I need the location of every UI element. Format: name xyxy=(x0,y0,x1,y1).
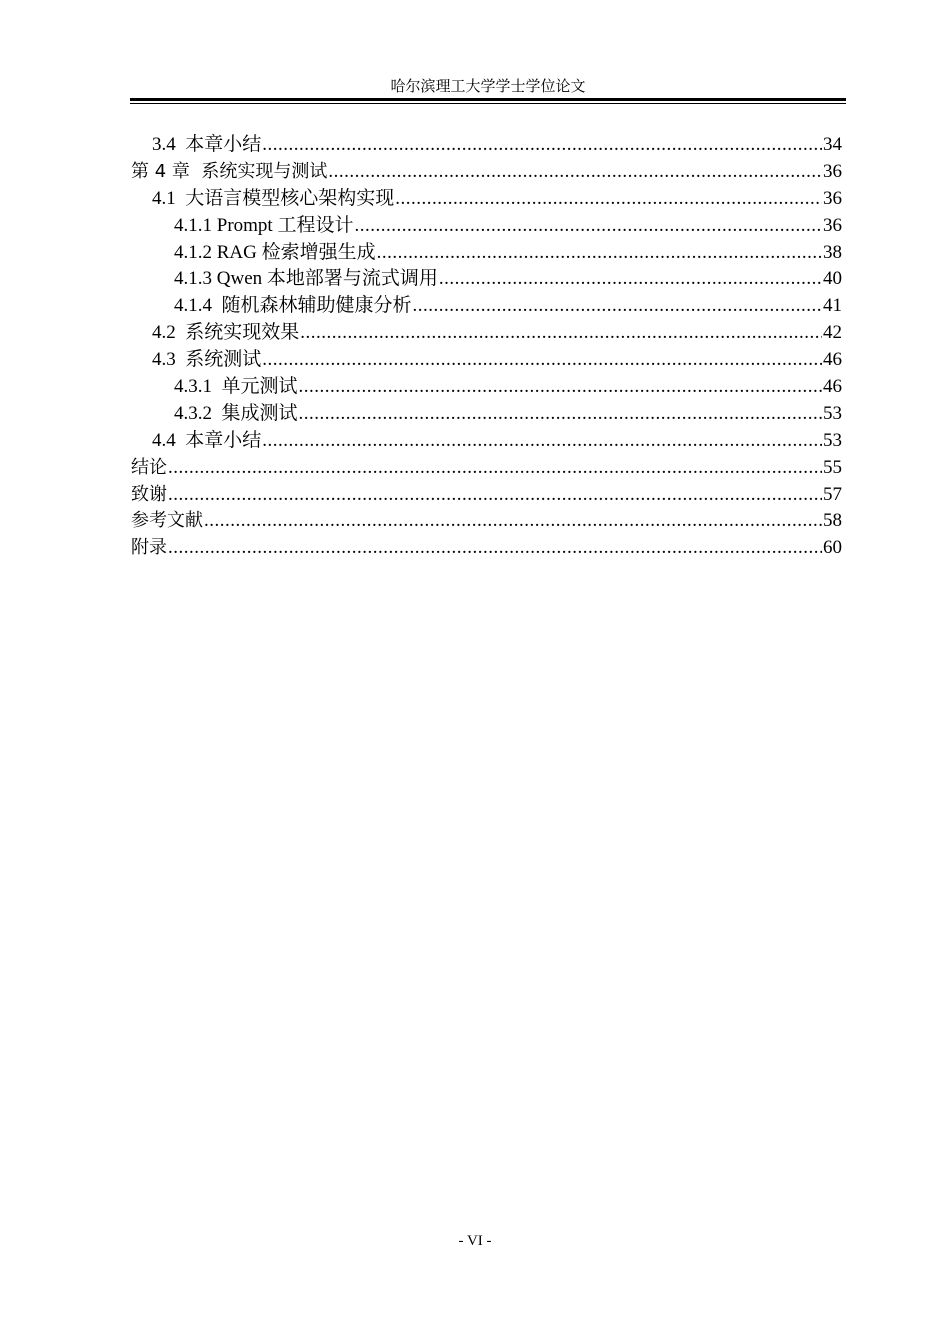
header-rule-thin xyxy=(130,103,846,104)
toc-leader-dots xyxy=(168,455,822,482)
toc-entry-4-1[interactable] xyxy=(131,186,842,213)
toc-leader-dots xyxy=(328,159,822,186)
toc-entry-label: 结论 xyxy=(131,456,167,478)
toc-page-number: 58 xyxy=(823,510,842,532)
toc-leader-dots xyxy=(377,240,822,267)
toc-entry-label: 4.1.4 随机森林辅助健康分析 xyxy=(174,295,412,317)
toc-entry-appendix[interactable] xyxy=(131,535,842,562)
toc-page-number: 46 xyxy=(823,376,842,398)
toc-page-number: 40 xyxy=(823,268,842,290)
toc-page-number: 42 xyxy=(823,322,842,344)
toc-leader-dots xyxy=(300,320,822,347)
toc-leader-dots xyxy=(262,132,822,159)
toc-entry-4-4[interactable] xyxy=(131,428,842,455)
toc-leader-dots xyxy=(354,213,822,240)
toc-entry-4-1-3[interactable] xyxy=(131,266,842,293)
toc-page-number: 36 xyxy=(823,214,842,236)
toc-leader-dots xyxy=(395,186,822,213)
toc-entry-label: 4.2 系统实现效果 xyxy=(152,322,300,344)
toc-leader-dots xyxy=(299,401,822,428)
running-header: 哈尔滨理工大学学士学位论文 xyxy=(390,79,586,95)
toc-entry-chapter-4[interactable] xyxy=(131,159,842,186)
toc-entry-label: 第 4 章 系统实现与测试 xyxy=(131,160,328,182)
toc-entry-4-2[interactable] xyxy=(131,320,842,347)
toc-entry-4-3-1[interactable] xyxy=(131,374,842,401)
toc-entry-conclusion[interactable] xyxy=(131,455,842,482)
toc-leader-dots xyxy=(204,508,822,535)
toc-leader-dots xyxy=(299,374,822,401)
toc-leader-dots xyxy=(413,293,822,320)
toc-entry-references[interactable] xyxy=(131,508,842,535)
toc-entry-4-1-2[interactable] xyxy=(131,240,842,267)
table-of-contents xyxy=(131,132,842,562)
toc-entry-label: 4.3.2 集成测试 xyxy=(174,402,298,424)
toc-page-number: 55 xyxy=(823,456,842,478)
toc-leader-dots xyxy=(168,535,822,562)
toc-leader-dots xyxy=(262,428,822,455)
toc-entry-4-3-2[interactable] xyxy=(131,401,842,428)
toc-leader-dots xyxy=(262,347,822,374)
header-rule-thick xyxy=(130,98,846,101)
page-number-footer: - VI - xyxy=(458,1233,492,1249)
toc-page-number: 36 xyxy=(823,160,842,182)
toc-page-number: 57 xyxy=(823,483,842,505)
toc-entry-4-1-1[interactable] xyxy=(131,213,842,240)
toc-entry-label: 4.1.3 Qwen 本地部署与流式调用 xyxy=(174,268,438,290)
toc-page-number: 60 xyxy=(823,537,842,559)
toc-leader-dots xyxy=(168,482,822,509)
toc-entry-label: 附录 xyxy=(131,537,167,559)
toc-page-number: 36 xyxy=(823,187,842,209)
toc-entry-label: 4.1.1 Prompt 工程设计 xyxy=(174,214,354,236)
toc-entry-label: 致谢 xyxy=(131,483,167,505)
toc-entry-label: 4.3.1 单元测试 xyxy=(174,376,298,398)
toc-entry-label: 参考文献 xyxy=(131,510,203,532)
toc-entry-3-4[interactable] xyxy=(131,132,842,159)
toc-entry-label: 4.3 系统测试 xyxy=(152,349,262,371)
toc-entry-label: 4.1 大语言模型核心架构实现 xyxy=(152,187,395,209)
toc-page-number: 46 xyxy=(823,349,842,371)
toc-entry-acknowledgements[interactable] xyxy=(131,482,842,509)
toc-entry-label: 4.1.2 RAG 检索增强生成 xyxy=(174,241,376,263)
toc-entry-4-1-4[interactable] xyxy=(131,293,842,320)
toc-entry-label: 4.4 本章小结 xyxy=(152,429,262,451)
toc-entry-label: 3.4 本章小结 xyxy=(152,134,262,155)
toc-page-number: 53 xyxy=(823,429,842,451)
toc-page-number: 53 xyxy=(823,402,842,424)
toc-page-number: 38 xyxy=(823,241,842,263)
toc-leader-dots xyxy=(439,266,822,293)
toc-page-number: 34 xyxy=(823,134,842,155)
toc-entry-4-3[interactable] xyxy=(131,347,842,374)
toc-page-number: 41 xyxy=(823,295,842,317)
